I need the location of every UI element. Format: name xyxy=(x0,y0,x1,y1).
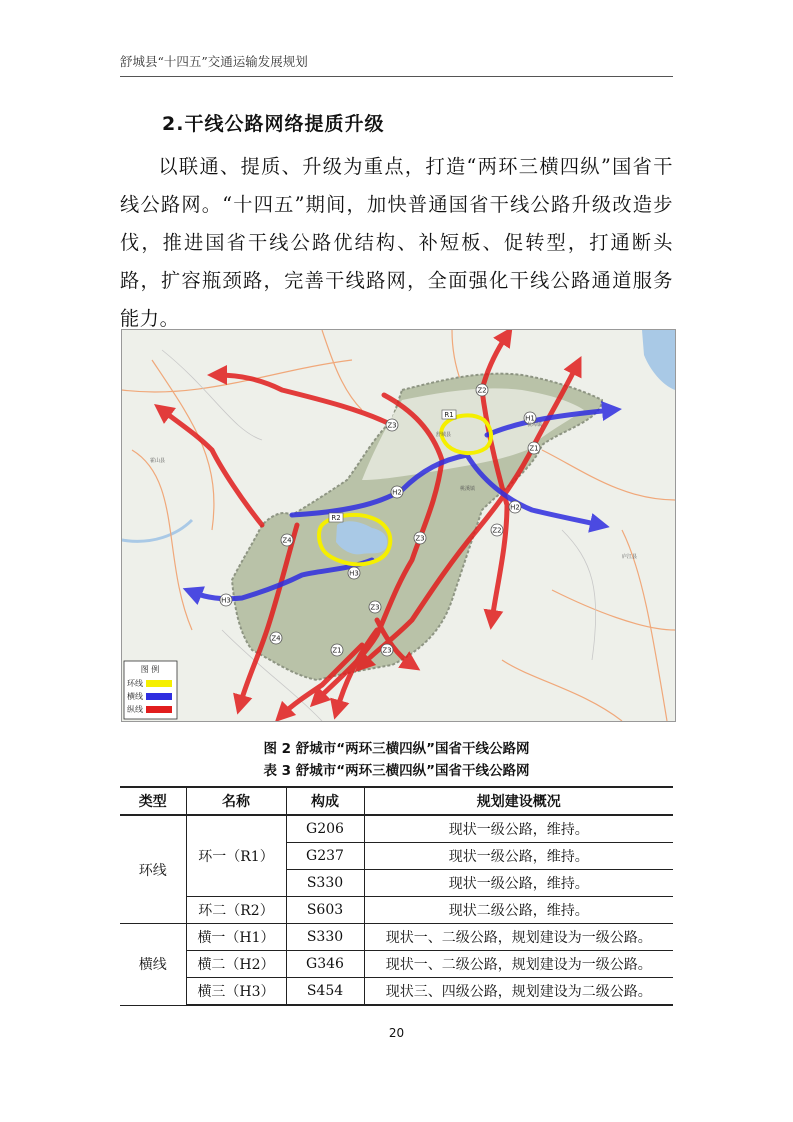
table-header-row xyxy=(120,787,673,815)
table-caption: 表 3 舒城市“两环三横四纵”国省干线公路网 xyxy=(263,763,530,779)
place-shucheng: 舒城县 xyxy=(436,432,452,438)
road-network-map xyxy=(121,329,676,722)
name-h3: 横三（H3） xyxy=(186,978,286,1006)
table-row xyxy=(120,978,673,1006)
road-code: S330 xyxy=(286,870,364,897)
legend-title: 图 例 xyxy=(140,665,160,674)
svg-text:H2: H2 xyxy=(510,503,520,512)
road-desc: 现状三、四级公路，规划建设为二级公路。 xyxy=(364,978,673,1006)
legend-vertical-label: 纵线 xyxy=(127,705,143,714)
name-h1: 横一（H1） xyxy=(186,924,286,951)
road-code: S454 xyxy=(286,978,364,1006)
road-code: G237 xyxy=(286,843,364,870)
badge-h3-east xyxy=(348,567,360,579)
header-overview: 规划建设概况 xyxy=(364,787,673,815)
road-desc: 现状一级公路，维持。 xyxy=(364,815,673,843)
svg-text:Z1: Z1 xyxy=(332,646,342,655)
road-desc: 现状一级公路，维持。 xyxy=(364,870,673,897)
badge-z1-south xyxy=(331,644,343,656)
legend-vertical-swatch xyxy=(146,706,172,713)
road-code: G206 xyxy=(286,815,364,843)
name-r1: 环一（R1） xyxy=(186,815,286,897)
badge-z3-north xyxy=(386,419,398,431)
svg-text:H3: H3 xyxy=(349,569,359,578)
map-legend xyxy=(124,661,177,719)
running-header: 舒城县“十四五”交通运输发展规划 xyxy=(120,52,673,77)
badge-h2-west xyxy=(391,486,403,498)
header-name: 名称 xyxy=(186,787,286,815)
figure-caption: 图 2 舒城市“两环三横四纵”国省干线公路网 xyxy=(263,741,530,757)
section-paragraph: 以联通、提质、升级为重点，打造“两环三横四纵”国省干线公路网。“十四五”期间，加快普通国省干线公路升级改造步伐，推进国省干线公路优结构、补短板、促转型，打通断头路，扩容瓶颈路，完善干线路网，全面强化干线公路通道服务能力。 xyxy=(120,155,673,330)
svg-text:H1: H1 xyxy=(525,414,535,423)
road-code: S330 xyxy=(286,924,364,951)
svg-text:Z2: Z2 xyxy=(492,526,502,535)
place-hangbu: 杭埠镇 xyxy=(527,422,543,428)
road-desc: 现状一级公路，维持。 xyxy=(364,843,673,870)
legend-ring-swatch xyxy=(146,680,172,687)
legend-ring-label: 环线 xyxy=(127,679,143,688)
badge-z3-south xyxy=(369,601,381,613)
group-horizontal: 横线 xyxy=(120,924,186,1006)
badge-z2 xyxy=(476,384,488,396)
svg-text:Z3: Z3 xyxy=(415,534,425,543)
trunk-road-table xyxy=(120,786,673,1006)
road-desc: 现状一、二级公路，规划建设为一级公路。 xyxy=(364,924,673,951)
badge-z3-mid xyxy=(414,532,426,544)
svg-text:R2: R2 xyxy=(331,514,341,522)
table-row xyxy=(120,815,673,843)
table-row xyxy=(120,951,673,978)
badge-z3-southeast xyxy=(381,644,393,656)
page-number: 20 xyxy=(388,1026,405,1040)
place-huoshan: 霍山县 xyxy=(150,458,166,464)
legend-horizontal-swatch xyxy=(146,693,172,700)
svg-text:H2: H2 xyxy=(392,488,402,497)
table-row xyxy=(120,897,673,924)
svg-text:Z3: Z3 xyxy=(370,603,380,612)
svg-text:Z4: Z4 xyxy=(282,536,292,545)
table-row xyxy=(120,924,673,951)
group-ring: 环线 xyxy=(120,815,186,924)
header-composition: 构成 xyxy=(286,787,364,815)
badge-z1-north xyxy=(528,442,540,454)
badge-h3-west xyxy=(220,594,232,606)
badge-r1 xyxy=(442,410,456,419)
badge-r2 xyxy=(329,513,343,522)
badge-z2-south xyxy=(491,524,503,536)
place-taoxi: 桃溪镇 xyxy=(460,486,476,492)
road-desc: 现状一、二级公路，规划建设为一级公路。 xyxy=(364,951,673,978)
section-title: 2.干线公路网络提质升级 xyxy=(162,113,385,135)
name-h2: 横二（H2） xyxy=(186,951,286,978)
svg-text:Z4: Z4 xyxy=(271,634,281,643)
badge-h2-east xyxy=(509,501,521,513)
svg-text:R1: R1 xyxy=(444,411,454,419)
badge-z4 xyxy=(281,534,293,546)
svg-text:Z2: Z2 xyxy=(477,386,487,395)
svg-text:Z3: Z3 xyxy=(387,421,397,430)
road-desc: 现状二级公路，维持。 xyxy=(364,897,673,924)
road-code: S603 xyxy=(286,897,364,924)
badge-z4-south xyxy=(270,632,282,644)
svg-text:Z3: Z3 xyxy=(382,646,392,655)
road-code: G346 xyxy=(286,951,364,978)
name-r2: 环二（R2） xyxy=(186,897,286,924)
svg-text:H3: H3 xyxy=(221,596,231,605)
place-lujiang: 庐江县 xyxy=(622,554,638,560)
svg-text:Z1: Z1 xyxy=(529,444,539,453)
legend-horizontal-label: 横线 xyxy=(127,692,143,701)
header-type: 类型 xyxy=(120,787,186,815)
